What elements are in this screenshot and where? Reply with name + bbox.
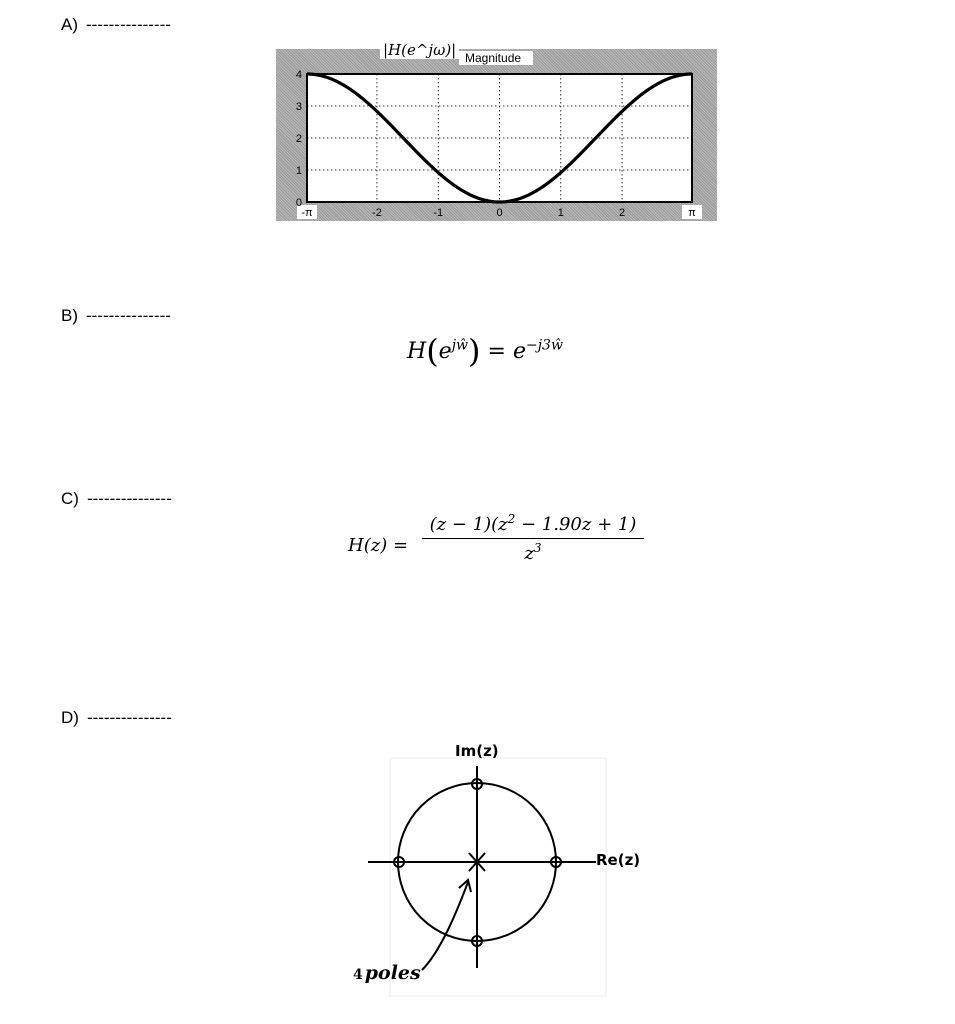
x-tick-label: 0 [496, 207, 503, 219]
section-c-label [61, 489, 172, 509]
plot-svg [276, 45, 717, 221]
eqc-den-sup: 3 [533, 541, 542, 555]
section-a-label [61, 15, 171, 35]
pole-zero-plot [348, 738, 648, 1000]
eqb-close-paren: ) [468, 332, 481, 370]
eqc-fraction-bar [422, 538, 644, 539]
section-d-dashes: --------------- [86, 708, 172, 727]
magnitude-plot [276, 41, 717, 221]
x-tick-label: π [688, 207, 696, 219]
y-tick-label: 4 [295, 69, 302, 81]
im-axis-label: Im(z) [455, 742, 499, 760]
eqb-open-paren: ( [426, 332, 439, 370]
equation-b [407, 332, 563, 370]
plot-title: Magnitude [459, 51, 533, 65]
eqb-H: H [407, 339, 427, 364]
eqb-exp-inner: jŵ [451, 337, 469, 354]
x-tick-label: -π [301, 207, 313, 219]
eqc-num-b: − 1.90z + 1) [515, 514, 637, 535]
eqc-num-sup: 2 [507, 512, 516, 526]
plot-hand-title: |H(e^jω)| [380, 41, 459, 59]
eqb-rhs-base: e [512, 339, 526, 364]
eqc-num-a: (z − 1)(z [429, 514, 508, 535]
section-d-label [61, 708, 172, 728]
pz-border [390, 758, 606, 996]
re-axis-label: Re(z) [596, 851, 641, 869]
section-d-letter: D) [61, 708, 79, 727]
section-c-letter: C) [61, 489, 79, 508]
eqc-lhs: H(z) = [348, 535, 409, 556]
x-tick-label: -2 [372, 207, 382, 219]
y-tick-label: 3 [295, 101, 302, 113]
eqb-rhs-exp: −j3ŵ [525, 337, 563, 354]
poles-count: 4 [353, 967, 363, 983]
eqc-denominator [422, 541, 644, 564]
section-a-dashes: --------------- [86, 15, 171, 34]
eqb-equals: = [487, 339, 506, 364]
eqc-numerator [422, 512, 644, 535]
x-tick-label: 1 [557, 207, 564, 219]
eqc-den-base: z [524, 543, 534, 564]
y-tick-label: 0 [295, 197, 302, 209]
poles-word: poles [364, 962, 421, 984]
section-c-dashes: --------------- [86, 489, 172, 508]
y-tick-label: 2 [295, 133, 302, 145]
section-b-dashes: --------------- [86, 306, 171, 325]
eqb-base: e [438, 339, 452, 364]
eqc-fraction [422, 512, 644, 564]
section-b-label [61, 306, 171, 326]
pz-svg [348, 738, 648, 1000]
section-b-letter: B) [61, 306, 78, 325]
x-tick-label: 2 [618, 207, 626, 219]
y-tick-label: 1 [295, 165, 302, 177]
pole-arrow [422, 882, 468, 970]
x-tick-label: -1 [433, 207, 444, 219]
poles-annotation [353, 962, 421, 984]
section-a-letter: A) [61, 15, 78, 34]
